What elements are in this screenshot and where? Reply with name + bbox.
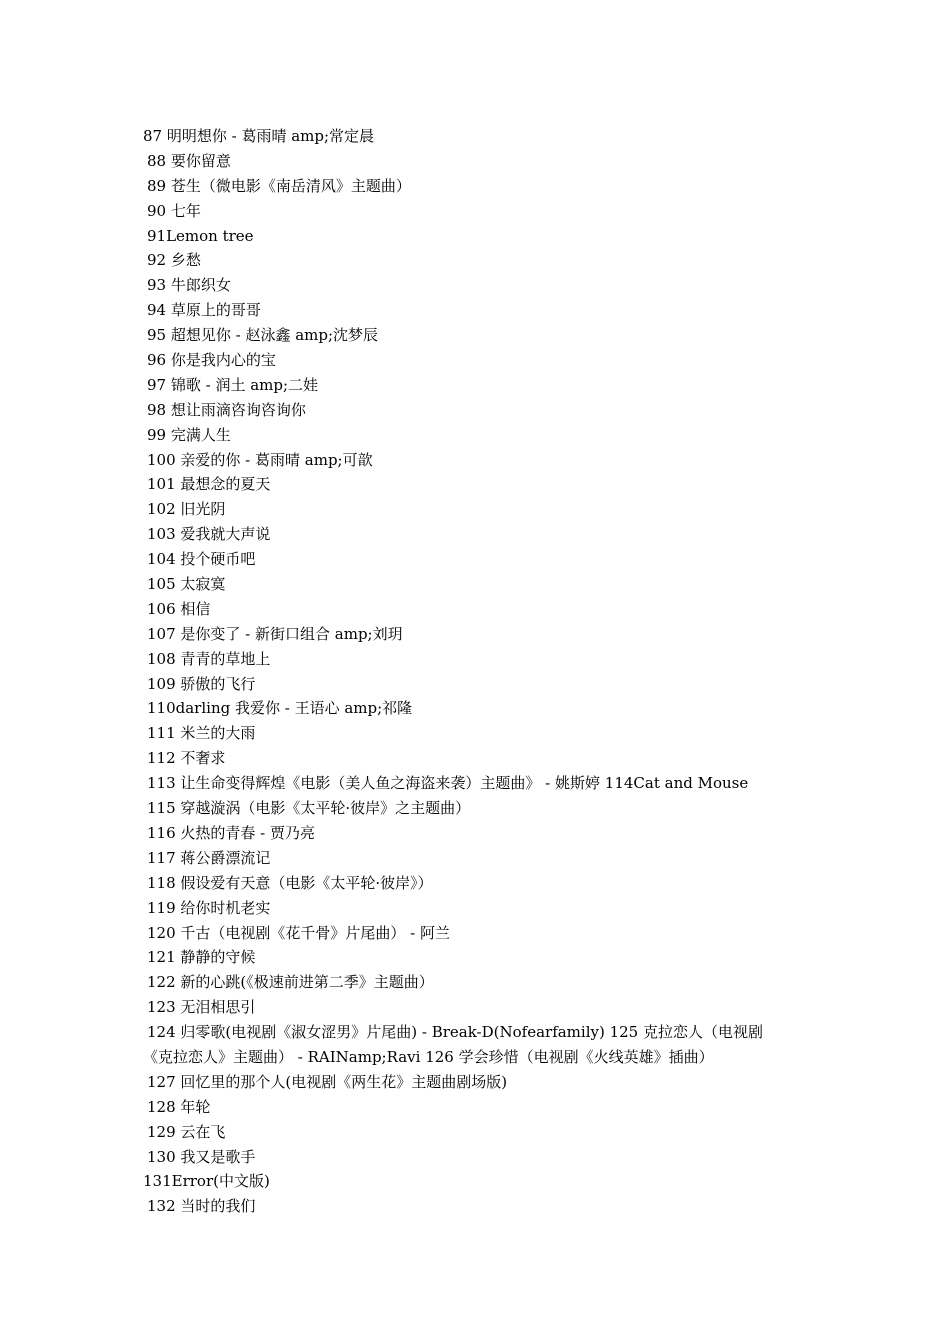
list-item: 128 年轮 <box>147 1097 211 1116</box>
list-item: 88 要你留意 <box>147 151 231 170</box>
list-item: 104 投个硬币吧 <box>147 550 256 569</box>
list-item: 97 锦歌 - 润土 amp;二娃 <box>147 375 319 394</box>
list-item: 96 你是我内心的宝 <box>147 351 276 370</box>
list-item: 122 新的心跳(《极速前进第二季》主题曲） <box>147 973 434 992</box>
list-item: 109 骄傲的飞行 <box>147 674 256 693</box>
list-item: 110darling 我爱你 - 王语心 amp;祁隆 <box>147 699 413 718</box>
list-item: 116 火热的青春 - 贾乃亮 <box>147 823 316 842</box>
list-item: 123 无泪相思引 <box>147 998 256 1017</box>
list-item: 101 最想念的夏天 <box>147 475 271 494</box>
list-item: 103 爱我就大声说 <box>147 525 271 544</box>
list-item: 95 超想见你 - 赵泳鑫 amp;沈梦辰 <box>147 326 379 345</box>
list-item: 130 我又是歌手 <box>147 1147 256 1166</box>
list-item: 120 千古（电视剧《花千骨》片尾曲） - 阿兰 <box>147 923 451 942</box>
list-item: 105 太寂寞 <box>147 575 226 594</box>
list-item: 111 米兰的大雨 <box>147 724 256 743</box>
list-item: 129 云在飞 <box>147 1122 226 1141</box>
list-item: 132 当时的我们 <box>147 1197 256 1216</box>
list-item: 94 草原上的哥哥 <box>147 301 261 320</box>
list-item: 118 假设爱有天意（电影《太平轮·彼岸》） <box>147 873 433 892</box>
list-item: 100 亲爱的你 - 葛雨晴 amp;可歆 <box>147 450 373 469</box>
list-item: 92 乡愁 <box>147 251 201 270</box>
list-item: 99 完满人生 <box>147 425 231 444</box>
list-item: 91Lemon tree <box>147 226 254 245</box>
list-item: 131Error(中文版) <box>143 1172 270 1191</box>
list-item: 102 旧光阴 <box>147 500 226 519</box>
list-item: 87 明明想你 - 葛雨晴 amp;常定晨 <box>143 127 375 145</box>
list-item: 115 穿越漩涡（电影《太平轮·彼岸》之主题曲） <box>147 799 471 818</box>
list-item: 108 青青的草地上 <box>147 649 271 668</box>
song-list <box>143 124 823 1219</box>
list-item: 127 回忆里的那个人(电视剧《两生花》主题曲剧场版) <box>147 1072 508 1091</box>
list-item: 90 七年 <box>147 201 201 220</box>
list-item: 124 归零歌(电视剧《淑女涩男》片尾曲) - Break-D(Nofearfamily) 125 克拉恋人（电视剧 <box>147 1023 763 1042</box>
list-item: 121 静静的守候 <box>147 948 256 967</box>
list-item: 112 不奢求 <box>147 749 226 768</box>
list-item: 93 牛郎织女 <box>147 276 231 295</box>
list-item: 107 是你变了 - 新街口组合 amp;刘玥 <box>147 624 403 643</box>
list-item: 98 想让雨滴咨询咨询你 <box>147 400 306 419</box>
list-item: 113 让生命变得辉煌《电影（美人鱼之海盗来袭）主题曲》 - 姚斯婷 114Cat and Mouse <box>147 774 749 793</box>
list-item: 《克拉恋人》主题曲） - RAINamp;Ravi 126 学会珍惜（电视剧《火线英雄》插曲） <box>143 1047 714 1066</box>
list-item: 106 相信 <box>147 599 211 618</box>
list-item: 89 苍生（微电影《南岳清风》主题曲） <box>147 176 411 195</box>
list-item: 119 给你时机老实 <box>147 898 271 917</box>
list-item: 117 蒋公爵漂流记 <box>147 848 271 867</box>
